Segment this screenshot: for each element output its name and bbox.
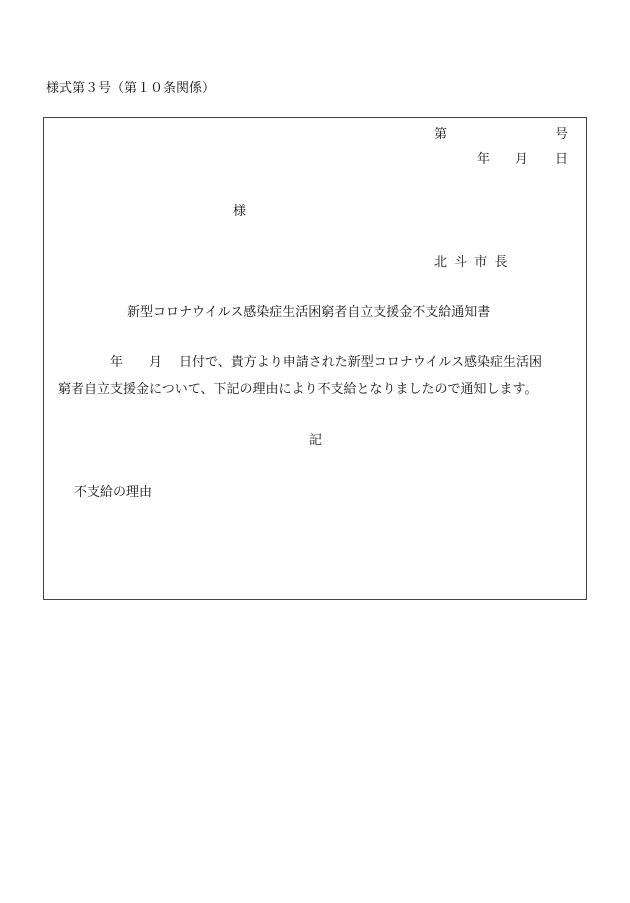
body-year-label: 年 [110,355,124,370]
sender-name: 北斗市長 [434,255,515,270]
form-number: 様式第３号（第１０条関係） [46,81,216,96]
document-title: 新型コロナウイルス感染症生活困窮者自立支援金不支給通知書 [127,305,491,320]
reason-label: 不支給の理由 [74,485,153,500]
date-month-label: 月 [515,152,529,167]
date-year-label: 年 [477,152,491,167]
document-number-prefix: 第 [434,127,448,142]
body-line-2: 窮者自立支援金について、下記の理由により不支給となりましたので通知します。 [58,382,538,397]
date-day-label: 日 [555,152,569,167]
document-number-suffix: 号 [555,127,569,142]
recipient-honorific: 様 [233,204,247,219]
ki-heading: 記 [309,433,323,448]
body-month-label: 月 [149,355,163,370]
body-line-1: 日付で、貴方より申請された新型コロナウイルス感染症生活困 [179,355,542,370]
